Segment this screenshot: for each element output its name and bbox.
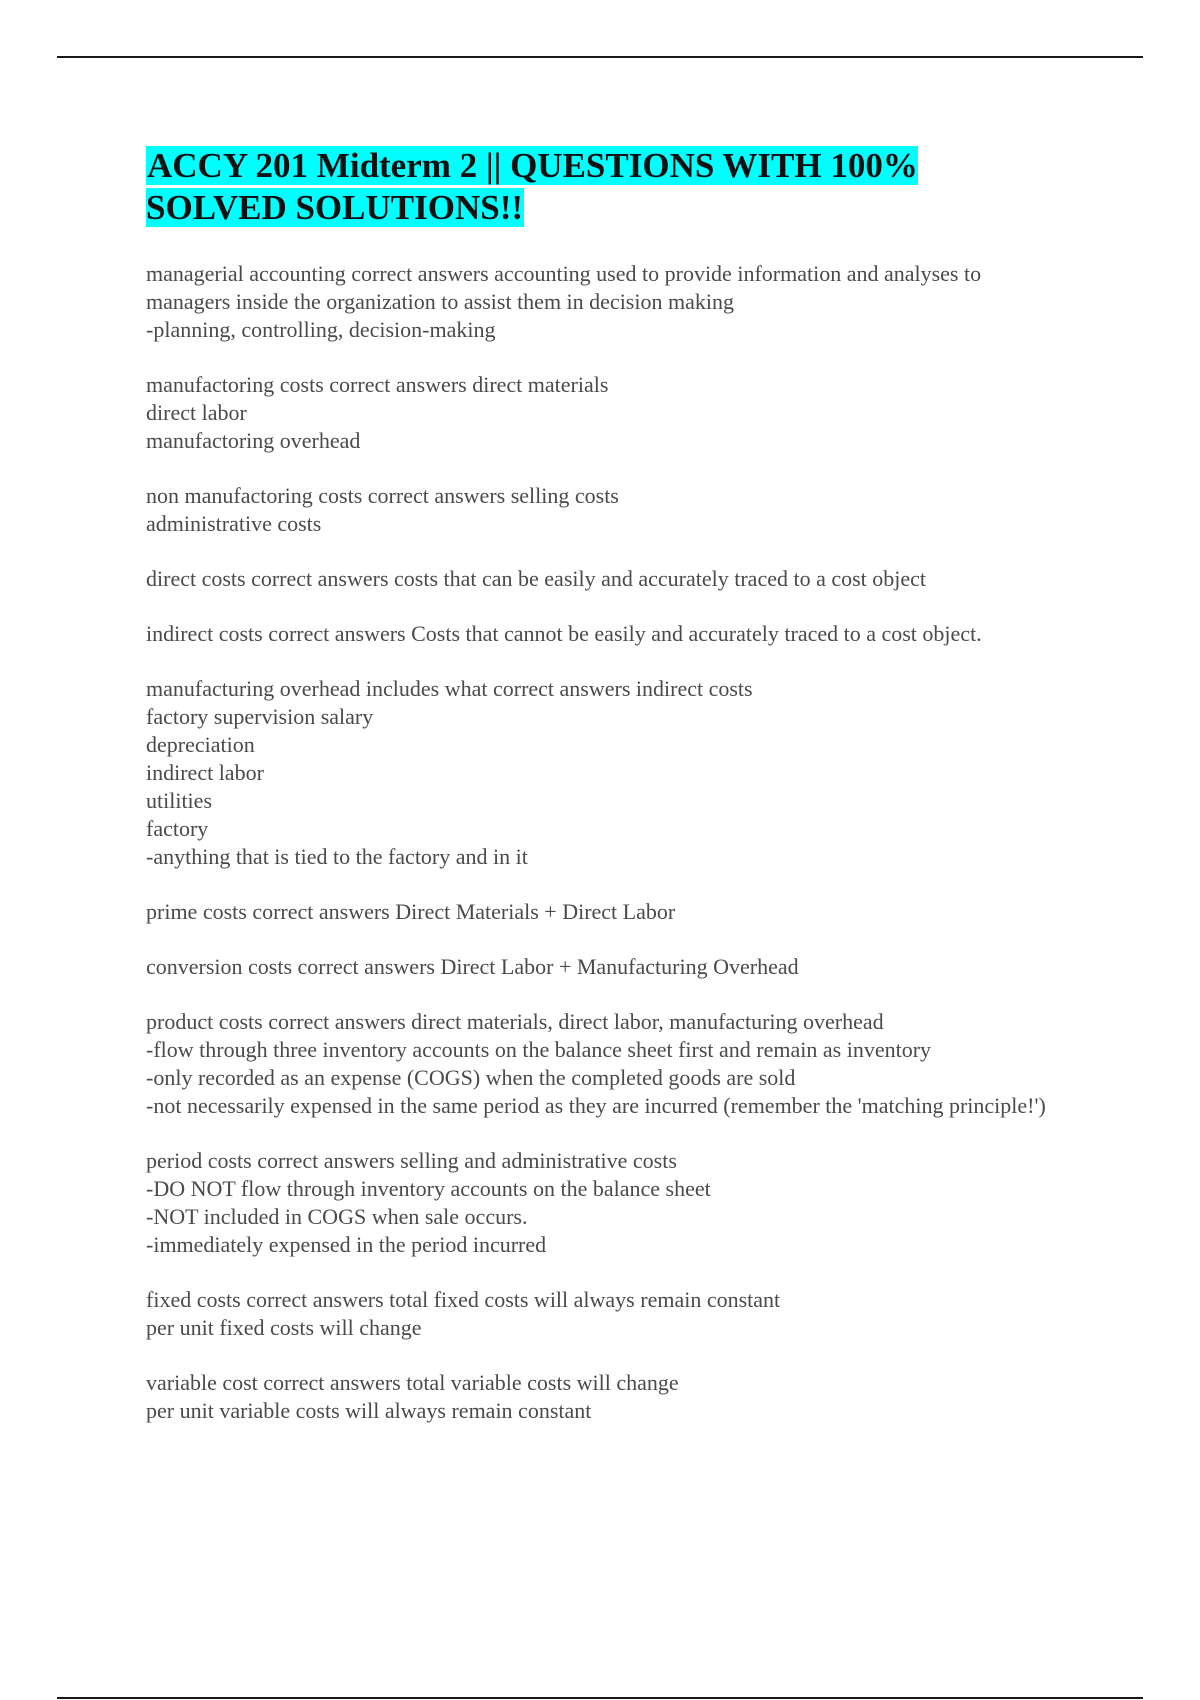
qa-entry-product-costs: product costs correct answers direct materials, direct labor, manufacturing overhead -flow through three inventory accounts on the balance sheet first and remain as inventory -only recorded as an expense (COGS) when the completed goods are sold -not necessarily expensed in the same period as they are incurred (remember the 'matching principle!') [146, 1009, 1046, 1118]
document-body [146, 145, 1046, 1452]
qa-entry-non-manufactoring-costs: non manufactoring costs correct answers selling costs administrative costs [146, 483, 619, 536]
document-title [146, 145, 1046, 229]
qa-entry-manufacturing-overhead: manufacturing overhead includes what correct answers indirect costs factory supervision salary depreciation indirect labor utilities factory -anything that is tied to the factory and in it [146, 676, 753, 869]
qa-entry-managerial-accounting: managerial accounting correct answers accounting used to provide information and analyses to managers inside the organization to assist them in decision making -planning, controlling, decision-making [146, 261, 982, 342]
qa-list [146, 260, 1046, 1425]
qa-entry-indirect-costs: indirect costs correct answers Costs that cannot be easily and accurately traced to a cost object. [146, 621, 982, 646]
qa-entry-variable-cost: variable cost correct answers total variable costs will change per unit variable costs will always remain constant [146, 1370, 679, 1423]
qa-entry-conversion-costs: conversion costs correct answers Direct Labor + Manufacturing Overhead [146, 954, 799, 979]
qa-entry-direct-costs: direct costs correct answers costs that can be easily and accurately traced to a cost object [146, 566, 927, 591]
title-highlight: ACCY 201 Midterm 2 || QUESTIONS WITH 100% SOLVED SOLUTIONS!! [146, 146, 918, 227]
qa-entry-period-costs: period costs correct answers selling and administrative costs -DO NOT flow through inventory accounts on the balance sheet -NOT included in COGS when sale occurs. -immediately expensed in the period incurred [146, 1148, 711, 1257]
header-rule [57, 56, 1143, 58]
qa-entry-prime-costs: prime costs correct answers Direct Materials + Direct Labor [146, 899, 676, 924]
qa-entry-manufactoring-costs: manufactoring costs correct answers direct materials direct labor manufactoring overhead [146, 372, 609, 453]
qa-entry-fixed-costs: fixed costs correct answers total fixed costs will always remain constant per unit fixed costs will change [146, 1287, 781, 1340]
footer-rule [57, 1697, 1143, 1699]
